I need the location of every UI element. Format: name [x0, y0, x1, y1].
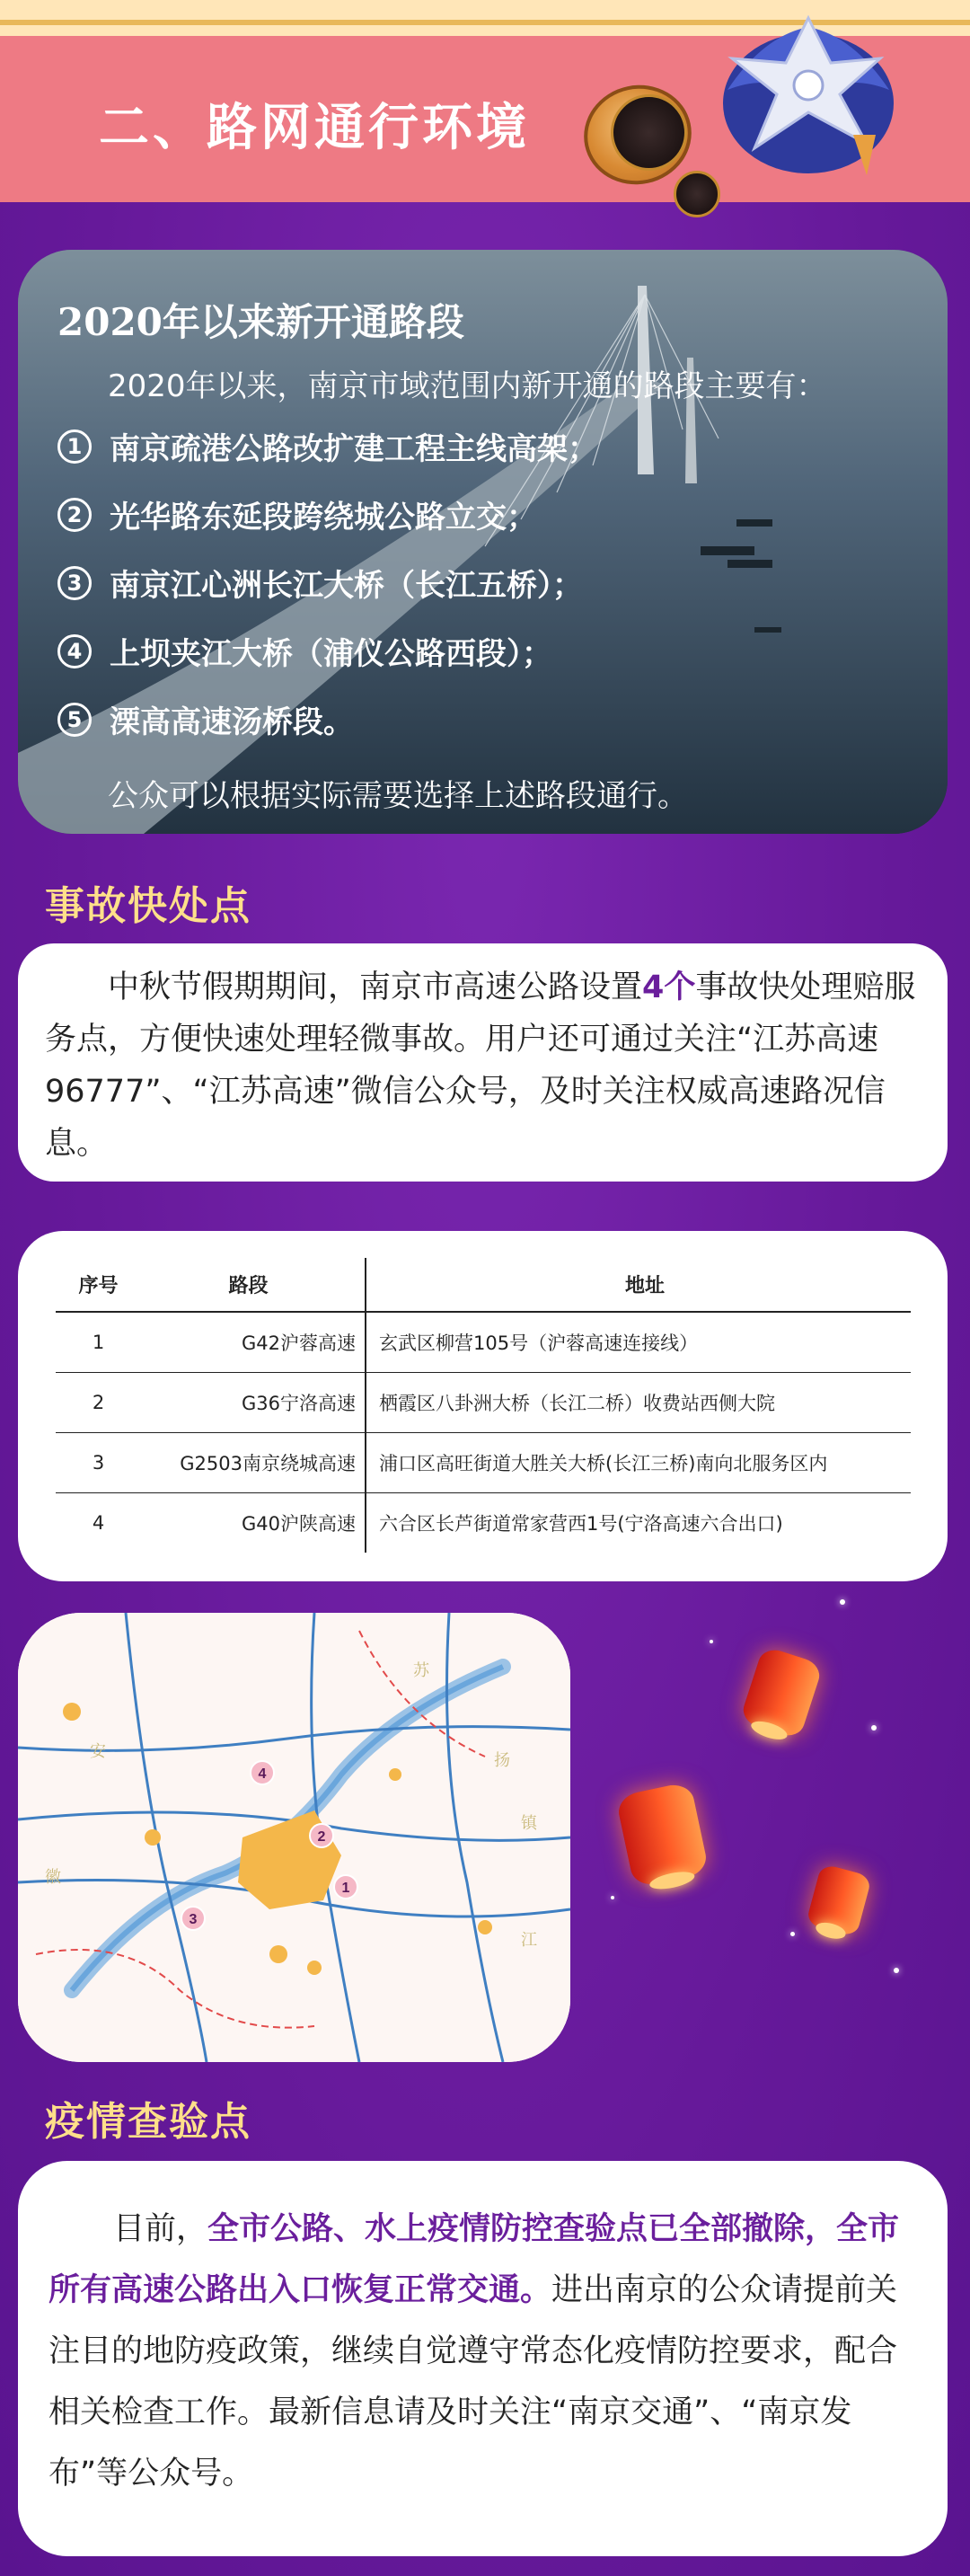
epidemic-highlight: 全市公路、水上疫情防控查验点已全部撤除，全市所有高速公路出入口恢复正常交通。 — [48, 2211, 900, 2308]
table-header-row — [56, 1258, 911, 1312]
epidemic-card — [18, 2161, 948, 2556]
map-label: 扬 — [494, 1751, 510, 1769]
page-title: 二、路网通行环境 — [99, 99, 530, 157]
cell-no: 2 — [56, 1372, 141, 1432]
map-marker — [310, 1824, 333, 1847]
map-label: 苏 — [413, 1661, 429, 1679]
svg-text:4: 4 — [258, 1766, 267, 1782]
svg-text:3: 3 — [189, 1912, 198, 1927]
epidemic-text-part: 进出南京的公众请提前关注目的地防疫政策，继续自觉遵守常态化疫情防控要求，配合相关检查工作。最新信息请及时关注“南京交通”、“南京发布”等公众号。 — [48, 2272, 898, 2492]
star-decoration — [840, 1599, 845, 1605]
header-address: 地址 — [366, 1258, 911, 1312]
road-item-text: 上坝夹江大桥（浦仪公路西段）； — [110, 636, 552, 672]
accident-card — [18, 943, 948, 1182]
item-number: 4 — [57, 634, 92, 668]
epidemic-section-heading: 疫情查验点 — [45, 2099, 251, 2145]
cell-no: 4 — [92, 1511, 105, 1534]
epidemic-paragraph — [48, 2199, 924, 2504]
svg-text:1: 1 — [341, 1881, 350, 1896]
service-points-table-card — [18, 1231, 948, 1581]
gift-bundle-illustration — [710, 9, 898, 180]
svg-text:2: 2 — [317, 1829, 326, 1845]
new-roads-card — [18, 250, 948, 834]
road-item-text: 光华路东延段跨绕城公路立交； — [110, 500, 537, 536]
road-item — [57, 629, 552, 673]
table-row — [56, 1312, 911, 1372]
road-item — [57, 424, 598, 468]
map-label: 江 — [521, 1931, 537, 1949]
table-row — [56, 1492, 911, 1553]
item-number: 5 — [57, 703, 92, 737]
map-label: 安 — [90, 1742, 106, 1760]
cell-road: G42沪蓉高速 — [141, 1312, 366, 1372]
item-number: 3 — [57, 566, 92, 600]
new-roads-intro: 2020年以来，南京市域范围内新开通的路段主要有： — [108, 368, 827, 404]
new-roads-outro: 公众可以根据实际需要选择上述路段通行。 — [108, 778, 688, 814]
cell-no: 3 — [56, 1432, 141, 1492]
map-label: 镇 — [521, 1814, 537, 1832]
star-decoration — [611, 1896, 614, 1899]
service-points-map — [18, 1613, 570, 2062]
table-row — [56, 1372, 911, 1432]
cell-road: G2503南京绕城高速 — [141, 1432, 366, 1492]
accident-section-heading: 事故快处点 — [45, 883, 251, 929]
cell-address: 浦口区高旺街道大胜关大桥(长江三桥)南向北服务区内 — [366, 1432, 911, 1492]
cell-no: 1 — [56, 1312, 141, 1372]
cell-address: 栖霞区八卦洲大桥（长江二桥）收费站西侧大院 — [366, 1372, 911, 1432]
item-number: 1 — [57, 429, 92, 464]
cell-address: 六合区长芦街道常家营西1号(宁洛高速六合出口) — [379, 1512, 783, 1535]
cell-road: G40沪陕高速 — [141, 1492, 366, 1553]
accident-paragraph — [45, 961, 930, 1170]
road-item-text: 南京江心洲长江大桥（长江五桥）； — [110, 568, 583, 604]
cell-road: G36宁洛高速 — [141, 1372, 366, 1432]
accident-text-part: 中秋节假期期间，南京市高速公路设置 — [108, 969, 643, 1005]
service-points-table — [56, 1258, 911, 1553]
header-road: 路段 — [141, 1258, 366, 1312]
star-decoration — [871, 1725, 877, 1731]
road-map-illustration — [18, 1613, 570, 2062]
map-marker — [251, 1761, 274, 1784]
new-roads-title: 2020年以来新开通路段 — [57, 300, 464, 344]
road-item — [57, 492, 537, 536]
road-item — [57, 697, 354, 741]
map-label: 徽 — [45, 1868, 61, 1886]
accident-text-part: 事故快处理赔服务点，方便快速处理轻微事故。用户还可通过关注“江苏高速96777”、“江苏高速”微信公众号，及时关注权威高速路况信息。 — [45, 969, 916, 1162]
road-item — [57, 561, 583, 605]
mooncake-decoration — [611, 94, 687, 171]
table-row — [56, 1432, 911, 1492]
map-marker — [181, 1907, 205, 1930]
star-decoration — [710, 1640, 713, 1643]
star-decoration — [894, 1968, 899, 1973]
item-number: 2 — [57, 498, 92, 532]
header-no: 序号 — [56, 1258, 141, 1312]
epidemic-text-part: 目前， — [113, 2211, 208, 2247]
cell-address: 玄武区柳营105号（沪蓉高速连接线） — [366, 1312, 911, 1372]
map-marker — [334, 1875, 357, 1899]
accident-count-highlight: 4个 — [642, 969, 696, 1005]
road-item-text: 南京疏港公路改扩建工程主线高架； — [110, 431, 598, 467]
road-item-text: 溧高高速汤桥段。 — [110, 704, 354, 740]
star-decoration — [790, 1932, 795, 1936]
